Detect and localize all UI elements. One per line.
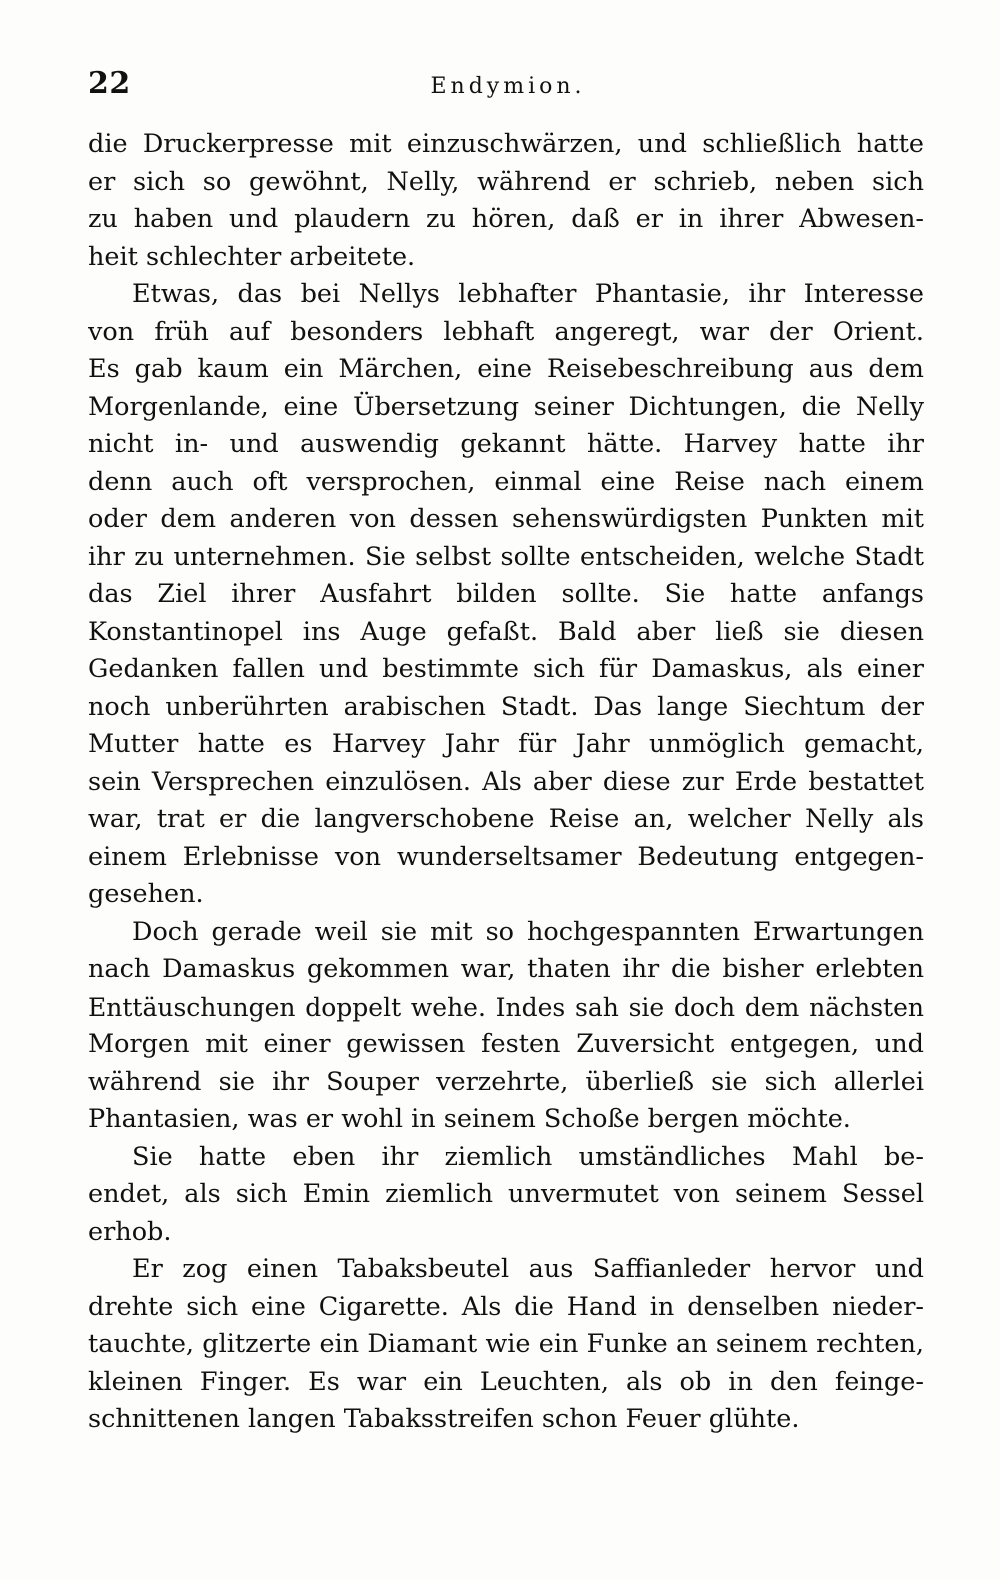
text-line: zu haben und plaudern zu hören, daß er in ihrer Abwesen- <box>88 204 924 234</box>
text-line: nicht in- und auswendig gekannt hätte. Harvey hatte ihr <box>88 429 924 459</box>
text-line: erhob. <box>88 1216 172 1247</box>
text-line: nach Damaskus gekommen war, thaten ihr die bisher erlebten <box>88 954 924 984</box>
text-line: sein Versprechen einzulösen. Als aber diese zur Erde bestattet <box>88 766 924 797</box>
text-line: drehte sich eine Cigarette. Als die Hand in denselben nieder- <box>88 1291 924 1322</box>
text-line: war, trat er die langverschobene Reise an, welcher Nelly als <box>88 804 924 834</box>
text-line: schnittenen langen Tabaksstreifen schon Feuer glühte. <box>88 1404 800 1434</box>
text-line: heit schlechter arbeitete. <box>88 241 416 272</box>
text-line: das Ziel ihrer Ausfahrt bilden sollte. Sie hatte anfangs <box>88 579 924 609</box>
text-line: einem Erlebnisse von wunderseltsamer Bedeutung entgegen- <box>88 841 924 872</box>
text-line: tauchte, glitzerte ein Diamant wie ein Funke an seinem rechten, <box>88 1329 924 1359</box>
text-line: Er zog einen Tabaksbeutel aus Saffianleder hervor und <box>132 1254 924 1284</box>
text-line: Etwas, das bei Nellys lebhafter Phantasie, ihr Interesse <box>132 279 924 309</box>
text-line: noch unberührten arabischen Stadt. Das lange Siechtum der <box>88 691 924 722</box>
body-text <box>88 126 924 1439</box>
text-line: Doch gerade weil sie mit so hochgespannten Erwartungen <box>132 916 924 947</box>
text-line: oder dem anderen von dessen sehenswürdigsten Punkten mit <box>88 504 924 534</box>
page-number: 22 <box>88 66 131 101</box>
text-line: endet, als sich Emin ziemlich unvermutet von seinem Sessel <box>88 1179 924 1209</box>
text-line: Mutter hatte es Harvey Jahr für Jahr unmöglich gemacht, <box>88 729 924 759</box>
text-line: die Druckerpresse mit einzuschwärzen, und schließlich hatte <box>88 129 924 159</box>
text-line: ihr zu unternehmen. Sie selbst sollte entscheiden, welche Stadt <box>88 541 924 572</box>
text-line: kleinen Finger. Es war ein Leuchten, als ob in den feinge- <box>88 1366 924 1397</box>
text-line: Phantasien, was er wohl in seinem Schoße bergen möchte. <box>88 1104 851 1134</box>
text-line: Es gab kaum ein Märchen, eine Reisebeschreibung aus dem <box>88 354 924 384</box>
text-line: Morgen mit einer gewissen festen Zuversicht entgegen, und <box>88 1029 924 1059</box>
text-line: Sie hatte eben ihr ziemlich umständliches Mahl be- <box>132 1141 924 1172</box>
text-line: Konstantinopel ins Auge gefaßt. Bald aber ließ sie diesen <box>88 616 924 647</box>
text-line: er sich so gewöhnt, Nelly, während er schrieb, neben sich <box>88 166 924 197</box>
text-line: Gedanken fallen und bestimmte sich für Damaskus, als einer <box>88 654 924 684</box>
text-line: während sie ihr Souper verzehrte, überließ sie sich allerlei <box>88 1066 924 1097</box>
text-line: Morgenlande, eine Übersetzung seiner Dichtungen, die Nelly <box>88 391 924 422</box>
text-line: von früh auf besonders lebhaft angeregt, war der Orient. <box>88 316 924 347</box>
text-line: Enttäuschungen doppelt wehe. Indes sah sie doch dem nächsten <box>88 992 924 1022</box>
running-title: Endymion. <box>430 74 586 99</box>
page-header <box>88 66 928 106</box>
text-line: gesehen. <box>88 879 204 909</box>
text-line: denn auch oft versprochen, einmal eine Reise nach einem <box>88 466 924 497</box>
